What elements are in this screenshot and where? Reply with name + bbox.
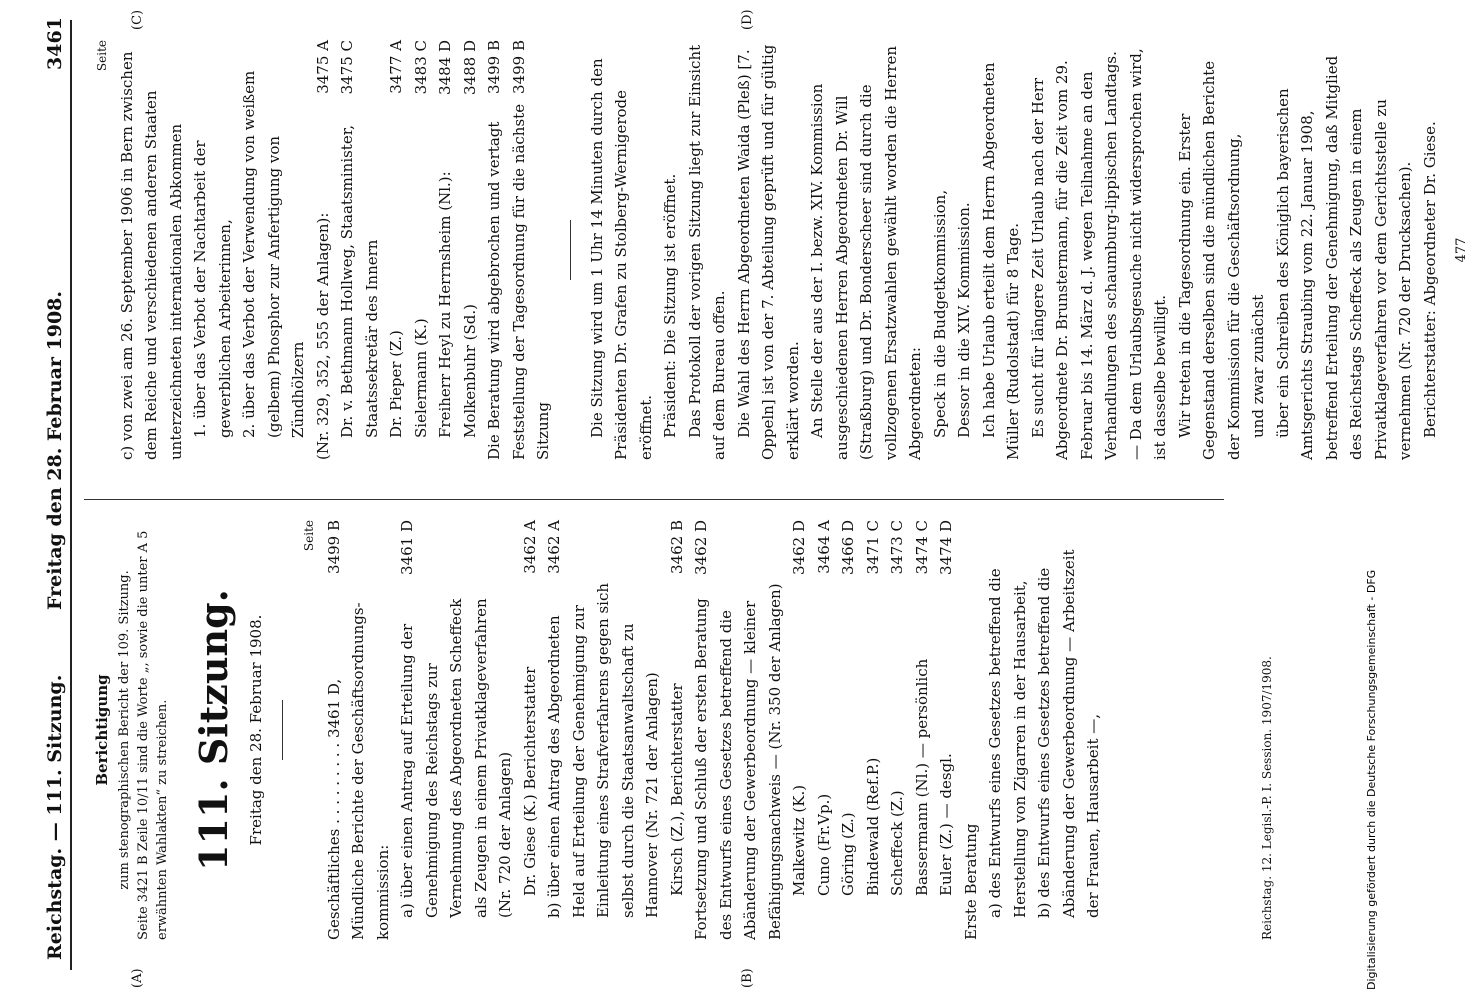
toc-entry-page: 3464 A (814, 520, 833, 574)
berichtigung-text: Seite 3421 B Zeile 10/11 sind die Worte „, sowie die unter A 5 erwähnten Wahlakten“ zu streichen. (135, 530, 170, 940)
toc-entry-text: Scheffeck (Z.) (888, 790, 906, 896)
toc-entry-text: Bassermann (Nl.) — persönlich (912, 658, 931, 896)
toc-entry-text: a) des Entwurfs eines Gesetzes betreffend die Herstellung von Zigarren in der Hausarbeit, (986, 568, 1029, 918)
toc-entry-text: Feststellung der Tagesordnung für die nächste Sitzung (509, 103, 552, 460)
toc-entry-text: Malkewitz (K.) (790, 784, 808, 896)
session-title: 111. Sitzung. (190, 589, 236, 871)
toc-entry-text: Kirsch (Z.), Berichterstatter (667, 683, 686, 896)
toc-end-rule (570, 220, 571, 280)
toc-entry (861, 520, 886, 940)
toc-entry (458, 40, 483, 460)
toc-entry-page (959, 520, 984, 526)
seite-label-left: Seite (302, 520, 316, 552)
toc-entry-page: 3466 D (839, 520, 857, 575)
toc-entry-page: 3499 B (509, 40, 528, 94)
toc-entry (665, 520, 690, 940)
toc-entry (335, 40, 384, 460)
toc-entry-page: 3473 C (888, 520, 906, 575)
margin-mark-c: (C) (130, 9, 145, 30)
proceedings-paragraph: Berichterstatter: Abgeordneter Dr. Giese. (1420, 121, 1439, 438)
toc-entry (115, 40, 189, 460)
proceedings-text (585, 40, 1443, 460)
page-header (38, 0, 78, 1000)
margin-mark-d: (D) (740, 9, 755, 30)
proceedings-paragraph: Wir treten in die Tagesordnung ein. Erster Gegenstand derselben sind die mündlichen Berichte der Kommission für die Geschäftsordnung, (1175, 60, 1243, 460)
toc-entry-text: Fortsetzung und Schluß der ersten Beratung des Entwurfs eines Gesetzes betreffend die Abänderung der Gewerbeordnung — kleiner Befähigungsnachweis — (Nr. 350 der Anlagen) (692, 583, 784, 940)
toc-entry (934, 520, 959, 940)
proceedings-paragraph: An Stelle der aus der I. bezw. XIV. Kommission ausgeschiedenen Herren Abgeordneten Dr. Will (Straßburg) und Dr. Bonderscheer sind durch die vollzogenen Ersatzwahlen gewählt worden die Herren Abgeordneten: (808, 45, 924, 460)
toc-entry-page (346, 520, 371, 526)
right-table-of-contents (115, 40, 556, 460)
toc-entry-text: a) über einen Antrag auf Erteilung der Genehmigung des Reichstags zur Vernehmung des Abgeordneten Scheffeck als Zeugen in einem Privatklageverfahren (Nr. 720 der Anlagen) (398, 598, 514, 918)
toc-entry-page: 3499 B (324, 520, 343, 574)
toc-entry (885, 520, 910, 940)
toc-entry (237, 40, 311, 460)
toc-entry-text: c) von zwei am 26. September 1906 in Bern zwischen dem Reiche und verschiedenen anderen Staaten unterzeichneten internationalen Abkommen (117, 51, 185, 460)
toc-entry-text: Erste Beratung (961, 823, 980, 940)
proceedings-paragraph: Dessor in die XIV. Kommission. (955, 202, 973, 438)
toc-entry (518, 520, 543, 940)
proceedings-paragraph: Die Wahl des Herrn Abgeordneten Waida (Pleß) [7. Oppeln] ist von der 7. Abteilung geprüft und für gültig erklärt worden. (734, 44, 802, 460)
toc-entry-page: 3474 D (937, 520, 955, 575)
toc-entry-text: Euler (Z.) — desgl. (937, 753, 955, 896)
toc-entry (433, 40, 458, 460)
toc-entry (395, 520, 518, 940)
proceedings-paragraph: Ich habe Urlaub erteilt dem Herrn Abgeordneten Müller (Rudolstadt) für 8 Tage. (979, 62, 1022, 460)
toc-entry-page: 3475 A (313, 40, 332, 94)
sheet-number: 477 (1454, 237, 1469, 263)
seite-label-right: Seite (95, 40, 109, 72)
toc-entry-text: Dr. Giese (K.) Berichterstatter (520, 666, 539, 896)
toc-entry-text: Molkenbuhr (Sd.) (460, 303, 479, 438)
header-left: Reichstag. — 111. Sitzung. (44, 674, 66, 960)
toc-entry (689, 520, 787, 940)
left-table-of-contents (322, 520, 1106, 940)
toc-entry-text: 1. über das Verbot der Nachtarbeit der gewerblichen Arbeiterinnen, (191, 140, 234, 438)
proceedings-paragraph: und zwar zunächst (1249, 294, 1267, 438)
toc-entry-page: 3461 D (398, 520, 416, 575)
toc-entry-page: 3462 D (692, 520, 710, 575)
toc-entry-page (371, 520, 396, 526)
toc-entry-text: 2. über das Verbot der Verwendung von weißem (gelbem) Phosphor zur Anfertigung von Zündhölzern (240, 70, 307, 438)
toc-entry (507, 40, 556, 460)
toc-entry-text: Geschäftliches . . . . . . . . . 3461 D, (324, 678, 343, 940)
proceedings-paragraph: Die Sitzung wird um 1 Uhr 14 Minuten durch den Präsidenten Dr. Grafen zu Stolberg-Wernigerode eröffnet. (587, 58, 655, 460)
column-separator (84, 499, 1224, 500)
toc-entry-page: 3462 B (667, 520, 686, 574)
toc-entry-text: Sielermann (K.) (411, 318, 430, 438)
toc-entry (542, 520, 665, 940)
toc-entry-page: 3499 B (485, 40, 503, 94)
toc-entry-page (188, 40, 237, 46)
toc-entry (910, 520, 935, 940)
toc-entry-page: 3462 A (545, 520, 563, 574)
toc-entry-page: 3474 C (912, 520, 931, 575)
berichtigung-title: Berichtigung (93, 674, 111, 786)
toc-entry (482, 40, 507, 460)
toc-entry-text: b) über einen Antrag des Abgeordneten Held auf Erteilung der Genehmigung zur Einleitung eines Strafverfahrens gegen sich selbst durch die Staatsanwaltschaft zu Hannover (Nr. 721 der Anlagen) (545, 582, 661, 918)
toc-entry (371, 520, 396, 940)
berichtigung-subtitle: zum stenographischen Bericht der 109. Sitzung. (116, 570, 132, 890)
toc-entry (346, 520, 371, 940)
toc-entry-text: (Nr. 329, 352, 555 der Anlagen): (313, 212, 332, 460)
toc-entry (1032, 520, 1106, 940)
header-page-number: 3461 (44, 17, 66, 70)
proceedings-paragraph: Präsident: Die Sitzung ist eröffnet. (661, 173, 679, 438)
toc-entry (322, 520, 347, 940)
toc-entry-page (237, 40, 311, 46)
toc-entry (836, 520, 861, 940)
toc-entry-text: Göring (Z.) (839, 812, 857, 896)
left-column (90, 520, 1106, 940)
toc-entry (959, 520, 984, 940)
toc-entry-text: Dr. v. Bethmann Hollweg, Staatsminister, Staatssekretär des Innern (338, 124, 381, 438)
toc-entry-text: Mündliche Berichte der Geschäftsordnungs- (349, 602, 367, 940)
header-rule (70, 20, 72, 970)
toc-entry-page (115, 40, 189, 46)
toc-entry (409, 40, 434, 460)
toc-entry-text: kommission: (373, 844, 392, 940)
toc-entry (384, 40, 409, 460)
toc-entry-page: 3475 C (338, 40, 356, 95)
header-date: Freitag den 28. Februar 1908. (44, 290, 66, 610)
toc-entry-page: 3462 A (520, 520, 539, 574)
title-rule (282, 700, 283, 760)
toc-entry-page (983, 520, 1032, 526)
proceedings-paragraph: Speck in die Budgetkommission, (930, 189, 949, 438)
toc-entry-text: Freiherr Heyl zu Herrnsheim (Nl.): (436, 171, 454, 438)
margin-mark-a: (A) (130, 968, 145, 988)
toc-entry (787, 520, 812, 940)
margin-mark-b: (B) (740, 968, 755, 988)
toc-entry (311, 40, 336, 460)
session-date: Freitag den 28. Februar 1908. (246, 614, 265, 846)
page-footer: Reichstag. 12. Legisl.-P. I. Session. 1907/1908. (1260, 656, 1274, 940)
toc-entry-page (1032, 520, 1106, 526)
digitization-note: Digitalisierung gefördert durch die Deutsche Forschungsgemeinschaft - DFG (1365, 569, 1378, 990)
proceedings-paragraph: über ein Schreiben des Königlich bayerischen Amtsgerichts Straubing vom 22. Januar 1908, betreffend Erteilung der Genehmigung, daß Mitglied des Reichstags Scheffeck als Zeugen in einem Privatklageverfahren vor dem Gerichtsstelle zu vernehmen (Nr. 720 der Drucksachen). (1273, 55, 1414, 460)
toc-entry-text: Die Beratung wird abgebrochen und vertagt (485, 121, 503, 460)
toc-entry-page: 3477 A (387, 40, 405, 94)
proceedings-paragraph: Das Protokoll der vorigen Sitzung liegt zur Einsicht auf dem Bureau offen. (685, 44, 728, 460)
toc-entry (812, 520, 837, 940)
toc-entry-text: Dr. Pieper (Z.) (387, 330, 405, 438)
toc-entry-text: Bindewald (Ref.P.) (863, 757, 882, 896)
right-column (90, 40, 1471, 460)
toc-entry-page: 3483 C (411, 40, 430, 95)
toc-entry-page: 3471 C (863, 520, 882, 575)
toc-entry-text: b) des Entwurfs eines Gesetzes betreffend die Abänderung der Gewerbeordnung — Arbeitszeit der Frauen, Hausarbeit —, (1035, 549, 1102, 918)
toc-entry-page: 3462 D (790, 520, 808, 575)
toc-entry-page: 3484 D (436, 40, 454, 95)
toc-entry (188, 40, 237, 460)
toc-entry-page: 3488 D (460, 40, 479, 95)
toc-entry (983, 520, 1032, 940)
toc-entry-text: Cuno (Fr.Vp.) (814, 793, 833, 896)
proceedings-paragraph: Es sucht für längere Zeit Urlaub nach der Herr Abgeordnete Dr. Brunstermann, für die Zeit vom 29. Februar bis 14. März d. J. wegen Teilnahme an den Verhandlungen des schaumburg-lippischen Landtags. — Da dem Urlaubsgesuche nicht widersprochen wird, ist dasselbe bewilligt. (1028, 48, 1169, 460)
